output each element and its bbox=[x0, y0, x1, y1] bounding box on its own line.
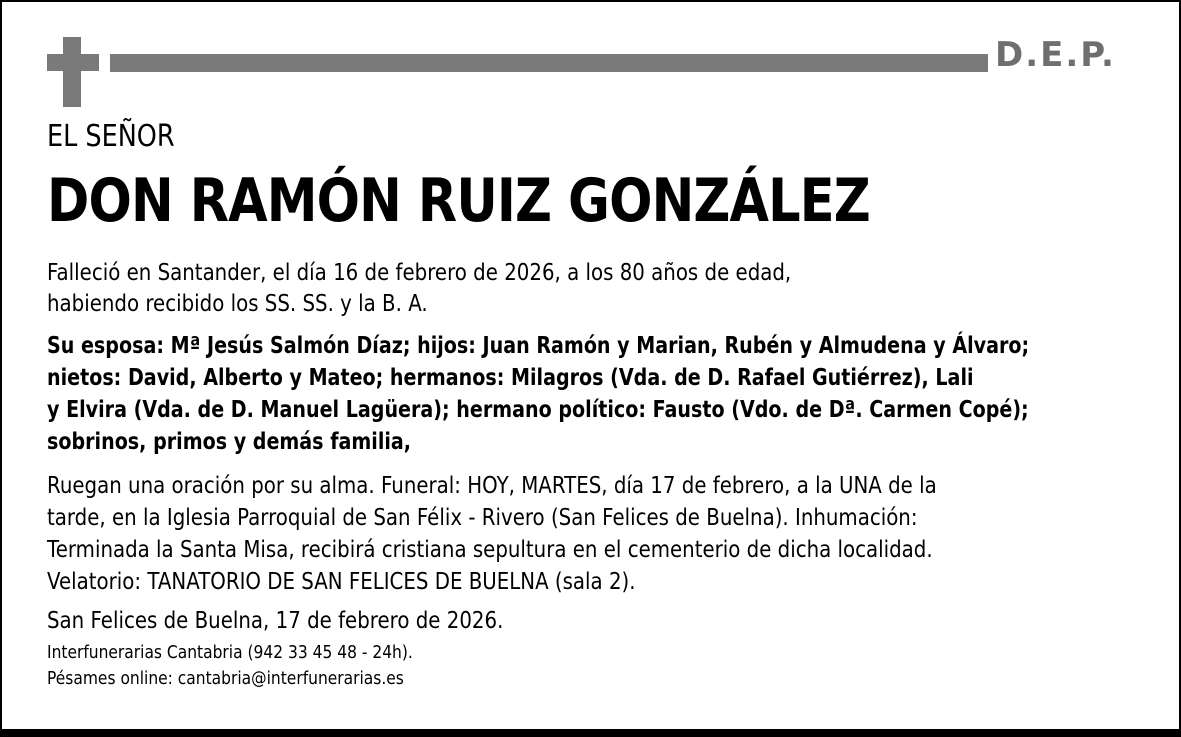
intro-line: habiendo recibido los SS. SS. y la B. A. bbox=[47, 291, 428, 317]
funeral-line: Velatorio: TANATORIO DE SAN FELICES DE BUELNA (sala 2). bbox=[47, 569, 636, 595]
contact-email: Pésames online: cantabria@interfunerarias.es bbox=[47, 668, 404, 689]
family-line: Su esposa: Mª Jesús Salmón Díaz; hijos: Juan Ramón y Marian, Rubén y Almudena y Álvaro; bbox=[47, 333, 1030, 359]
funeral-paragraph bbox=[47, 470, 937, 598]
deceased-name: DON RAMÓN RUIZ GONZÁLEZ bbox=[47, 166, 870, 236]
funeral-line: Terminada la Santa Misa, recibirá cristiana sepultura en el cementerio de dicha localidad. bbox=[47, 537, 933, 563]
contact-info bbox=[47, 640, 413, 692]
family-paragraph bbox=[47, 330, 1029, 458]
place-date: San Felices de Buelna, 17 de febrero de 2026. bbox=[47, 608, 504, 634]
family-line: nietos: David, Alberto y Mateo; hermanos: Milagros (Vda. de D. Rafael Gutiérrez), Lali bbox=[47, 365, 974, 391]
family-line: sobrinos, primos y demás familia, bbox=[47, 429, 412, 455]
honorific: EL SEÑOR bbox=[47, 119, 175, 154]
intro-line: Falleció en Santander, el día 16 de febrero de 2026, a los 80 años de edad, bbox=[47, 260, 792, 286]
cross-icon bbox=[47, 37, 99, 107]
intro-paragraph bbox=[47, 258, 791, 320]
header-rule bbox=[110, 54, 988, 72]
funeral-line: Ruegan una oración por su alma. Funeral: HOY, MARTES, día 17 de febrero, a la UNA de la bbox=[47, 473, 937, 499]
funeral-line: tarde, en la Iglesia Parroquial de San Félix - Rivero (San Felices de Buelna). Inhumación: bbox=[47, 505, 918, 531]
dep-label: D.E.P. bbox=[995, 35, 1116, 75]
family-line: y Elvira (Vda. de D. Manuel Lagüera); hermano político: Fausto (Vdo. de Dª. Carmen Copé); bbox=[47, 397, 1029, 423]
contact-phone: Interfunerarias Cantabria (942 33 45 48 - 24h). bbox=[47, 642, 413, 663]
